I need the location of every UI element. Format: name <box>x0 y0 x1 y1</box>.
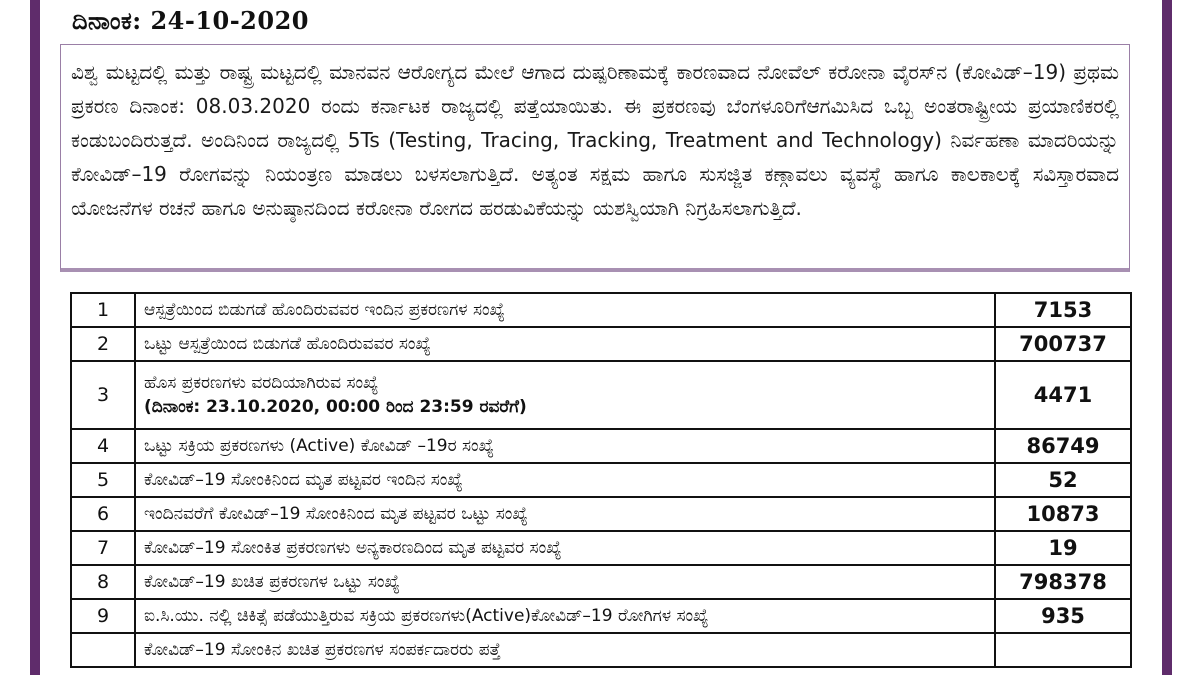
row-value: 86749 <box>995 429 1131 463</box>
table-row <box>71 565 1131 599</box>
row-number: 6 <box>71 497 135 531</box>
table-row <box>71 293 1131 327</box>
row-number: 9 <box>71 599 135 633</box>
row-number: 4 <box>71 429 135 463</box>
row-description: ಕೋವಿಡ್–19 ಸೋಂಕಿನಿಂದ ಮೃತ ಪಟ್ಟವರ ಇಂದಿನ ಸಂಖ್ಯೆ <box>135 463 995 497</box>
table-row <box>71 463 1131 497</box>
table-row <box>71 497 1131 531</box>
table-row <box>71 429 1131 463</box>
row-number: 1 <box>71 293 135 327</box>
row-description: ಕೋವಿಡ್–19 ಖಚಿತ ಪ್ರಕರಣಗಳ ಒಟ್ಟು ಸಂಖ್ಯೆ <box>135 565 995 599</box>
row-value: 700737 <box>995 327 1131 361</box>
row-value: 52 <box>995 463 1131 497</box>
row-number: 8 <box>71 565 135 599</box>
row-number: 7 <box>71 531 135 565</box>
table-row <box>71 633 1131 667</box>
row-number: 5 <box>71 463 135 497</box>
covid-stats-table <box>70 292 1132 668</box>
page-border-right <box>1162 0 1172 675</box>
table-row <box>71 361 1131 429</box>
intro-paragraph: ವಿಶ್ವ ಮಟ್ಟದಲ್ಲಿ ಮತ್ತು ರಾಷ್ಟ್ರ ಮಟ್ಟದಲ್ಲಿ ಮಾನವನ ಆರೋಗ್ಯದ ಮೇಲೆ ಆಗಾದ ದುಷ್ಪರಿಣಾಮಕ್ಕೆ ಕಾರಣವಾದ ನೋವೆಲ್ ಕರೋನಾ ವೈರಸ್‌ನ (ಕೋವಿಡ್–19) ಪ್ರಥಮ ಪ್ರಕರಣ ದಿನಾಂಕ: 08.03.2020 ರಂದು ಕರ್ನಾಟಕ ರಾಜ್ಯದಲ್ಲಿ ಪತ್ತೆಯಾಯಿತು. ಈ ಪ್ರಕರಣವು ಬೆಂಗಳೂರಿಗೆಆಗಮಿಸಿದ ಒಬ್ಬ ಅಂತರಾಷ್ಟ್ರೀಯ ಪ್ರಯಾಣಿಕರಲ್ಲಿ ಕಂಡುಬಂದಿರುತ್ತದೆ. ಅಂದಿನಿಂದ ರಾಜ್ಯದಲ್ಲಿ 5Ts (Testing, Tracing, Tracking, Treatment and Technology) ನಿರ್ವಹಣಾ ಮಾದರಿಯನ್ನು ಕೋವಿಡ್–19 ರೋಗವನ್ನು ನಿಯಂತ್ರಣ ಮಾಡಲು ಬಳಸಲಾಗುತ್ತಿದೆ. ಅತ್ಯಂತ ಸಕ್ಷಮ ಹಾಗೂ ಸುಸಜ್ಜಿತ ಕಣ್ಗಾವಲು ವ್ಯವಸ್ಥೆ ಹಾಗೂ ಕಾಲಕಾಲಕ್ಕೆ ಸವಿಸ್ತಾರವಾದ ಯೋಜನೆಗಳ ರಚನೆ ಹಾಗೂ ಅನುಷ್ಠಾನದಿಂದ ಕರೋನಾ ರೋಗದ ಹರಡುವಿಕೆಯನ್ನು ಯಶಸ್ವಿಯಾಗಿ ನಿಗ್ರಹಿಸಲಾಗುತ್ತಿದೆ. <box>71 60 1119 220</box>
row-number: 2 <box>71 327 135 361</box>
row-description-cell <box>135 361 995 429</box>
row-value: 4471 <box>995 361 1131 429</box>
row-value <box>995 633 1131 667</box>
row-description: ಕೋವಿಡ್–19 ಸೋಂಕಿತ ಪ್ರಕರಣಗಳು ಅನ್ಯಕಾರಣದಿಂದ ಮೃತ ಪಟ್ಟವರ ಸಂಖ್ಯೆ <box>135 531 995 565</box>
row-description: ಇಂದಿನವರೆಗೆ ಕೋವಿಡ್–19 ಸೋಂಕಿನಿಂದ ಮೃತ ಪಟ್ಟವರ ಒಟ್ಟು ಸಂಖ್ಯೆ <box>135 497 995 531</box>
row-description: ಕೋವಿಡ್–19 ಸೋಂಕಿನ ಖಚಿತ ಪ್ರಕರಣಗಳ ಸಂಪರ್ಕದಾರರು ಪತ್ತೆ <box>135 633 995 667</box>
row-description: ಐ.ಸಿ.ಯು. ನಲ್ಲಿ ಚಿಕಿತ್ಸೆ ಪಡೆಯುತ್ತಿರುವ ಸಕ್ರಿಯ ಪ್ರಕರಣಗಳು(Active)ಕೋವಿಡ್–19 ರೋಗಿಗಳ ಸಂಖ್ಯೆ <box>135 599 995 633</box>
row-number <box>71 633 135 667</box>
row-date-range: (ದಿನಾಂಕ: 23.10.2020, 00:00 ರಿಂದ 23:59 ರವರೆಗೆ) <box>144 397 527 417</box>
intro-paragraph-box <box>60 44 1130 272</box>
table-row <box>71 327 1131 361</box>
table-row <box>71 599 1131 633</box>
row-description: ಒಟ್ಟು ಸಕ್ರಿಯ ಪ್ರಕರಣಗಳು (Active) ಕೋವಿಡ್ –19ರ ಸಂಖ್ಯೆ <box>135 429 995 463</box>
row-value: 19 <box>995 531 1131 565</box>
row-description: ಹೊಸ ಪ್ರಕರಣಗಳು ವರದಿಯಾಗಿರುವ ಸಂಖ್ಯೆ <box>144 373 379 393</box>
row-value: 798378 <box>995 565 1131 599</box>
table-row <box>71 531 1131 565</box>
row-value: 10873 <box>995 497 1131 531</box>
date-heading: ದಿನಾಂಕ: 24-10-2020 <box>72 6 309 35</box>
row-value: 935 <box>995 599 1131 633</box>
row-description: ಒಟ್ಟು ಆಸ್ಪತ್ರೆಯಿಂದ ಬಿಡುಗಡೆ ಹೊಂದಿರುವವರ ಸಂಖ್ಯೆ <box>135 327 995 361</box>
row-description: ಆಸ್ಪತ್ರೆಯಿಂದ ಬಿಡುಗಡೆ ಹೊಂದಿರುವವರ ಇಂದಿನ ಪ್ರಕರಣಗಳ ಸಂಖ್ಯೆ <box>135 293 995 327</box>
row-value: 7153 <box>995 293 1131 327</box>
page-border-left <box>30 0 40 675</box>
row-number: 3 <box>71 361 135 429</box>
